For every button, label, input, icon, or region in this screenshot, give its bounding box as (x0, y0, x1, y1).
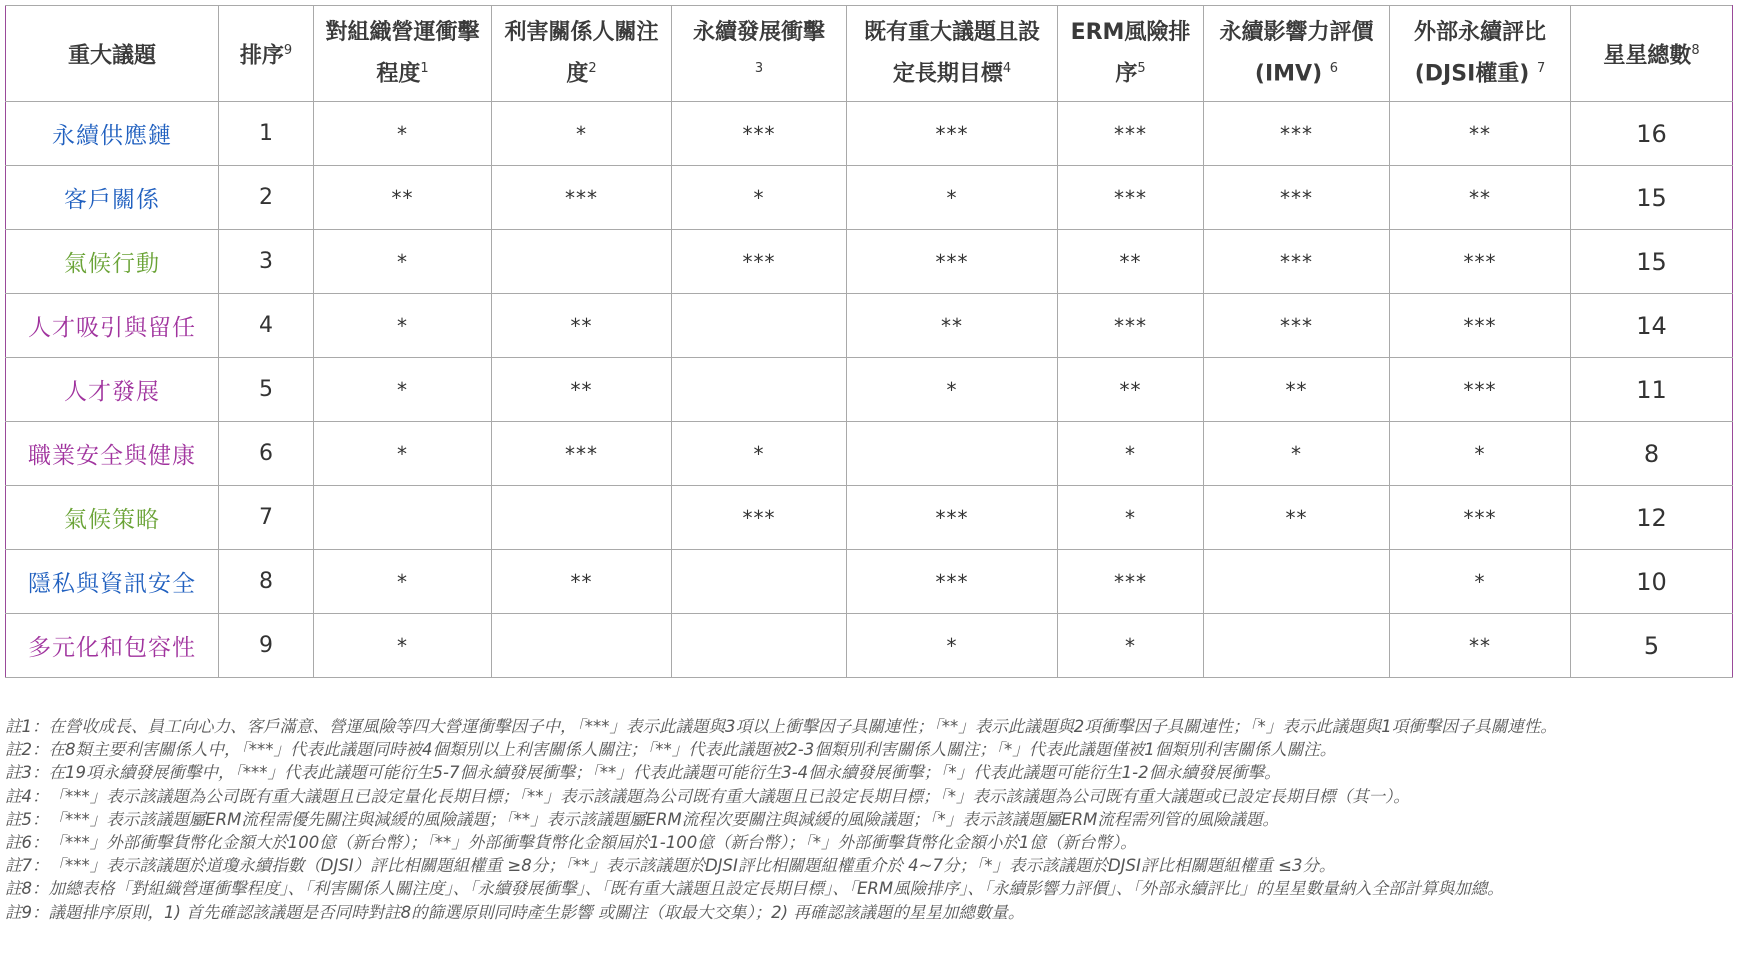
table-row (6, 486, 1733, 550)
star-total-cell: 15 (1571, 166, 1733, 230)
existing-topic-target-cell: *** (847, 486, 1058, 550)
existing-topic-target-cell: *** (847, 550, 1058, 614)
rank-cell: 2 (219, 166, 314, 230)
erm-rank-cell: * (1058, 422, 1204, 486)
topic-cell: 永續供應鏈 (6, 102, 219, 166)
erm-rank-cell: *** (1058, 294, 1204, 358)
djsi-cell: *** (1390, 294, 1571, 358)
table-row (6, 358, 1733, 422)
djsi-cell: *** (1390, 486, 1571, 550)
imv-cell: ** (1204, 358, 1390, 422)
table-row (6, 230, 1733, 294)
sustainability-impact-cell: *** (672, 486, 847, 550)
erm-rank-cell: * (1058, 486, 1204, 550)
stakeholder-concern-cell: ** (492, 294, 672, 358)
footnote-label: 註3： (5, 763, 49, 783)
footnote-label: 註5： (5, 809, 49, 829)
sustainability-impact-cell (672, 614, 847, 678)
sustainability-impact-cell (672, 294, 847, 358)
topic-cell: 氣候行動 (6, 230, 219, 294)
footnote (5, 877, 1732, 900)
erm-rank-cell: ** (1058, 358, 1204, 422)
sustainability-impact-cell: *** (672, 230, 847, 294)
imv-cell: ** (1204, 486, 1390, 550)
djsi-cell: ** (1390, 102, 1571, 166)
erm-rank-cell: *** (1058, 550, 1204, 614)
footnote (5, 831, 1732, 854)
operational-impact-cell: * (314, 102, 492, 166)
rank-cell: 7 (219, 486, 314, 550)
djsi-cell: ** (1390, 166, 1571, 230)
table-row (6, 102, 1733, 166)
footnote-text: 「***」表示該議題屬ERM流程需優先關注與減緩的風險議題；「**」表示該議題屬ERM流程次要關注與減緩的風險議題；「*」表示該議題屬ERM流程需列管的風險議題。 (48, 809, 1279, 829)
footnote (5, 715, 1732, 738)
imv-cell: *** (1204, 102, 1390, 166)
topic-cell: 客戶關係 (6, 166, 219, 230)
imv-cell: *** (1204, 294, 1390, 358)
operational-impact-cell (314, 486, 492, 550)
erm-rank-cell: *** (1058, 102, 1204, 166)
sustainability-impact-cell: *** (672, 102, 847, 166)
sustainability-impact-cell (672, 358, 847, 422)
header-star-total: 星星總數$^8$ (1571, 6, 1733, 102)
existing-topic-target-cell: ** (847, 294, 1058, 358)
djsi-cell: *** (1390, 230, 1571, 294)
star-total-cell: 11 (1571, 358, 1733, 422)
footnote-label: 註1： (5, 717, 49, 736)
sustainability-impact-cell (672, 550, 847, 614)
topic-cell: 多元化和包容性 (6, 614, 219, 678)
header-existing-topic-target: 既有重大議題且設定長期目標$^4$ (847, 6, 1058, 102)
footnote-label: 註7： (5, 856, 49, 876)
footnotes (5, 715, 1732, 924)
stakeholder-concern-cell (492, 614, 672, 678)
star-total-cell: 8 (1571, 422, 1733, 486)
existing-topic-target-cell: * (847, 614, 1058, 678)
star-total-cell: 12 (1571, 486, 1733, 550)
star-total-cell: 16 (1571, 102, 1733, 166)
footnote-label: 註6： (5, 833, 49, 853)
existing-topic-target-cell: * (847, 166, 1058, 230)
topic-cell: 人才吸引與留任 (6, 294, 219, 358)
djsi-cell: * (1390, 422, 1571, 486)
footnote-text: 議題排序原則，1) 首先確認該議題是否同時對註8的篩選原則同時產生影響 或關注（取最大交集）；2) 再確認該議題的星星加總數量。 (48, 902, 1025, 922)
footnote-label: 註8： (5, 879, 49, 899)
table-row (6, 166, 1733, 230)
footnote (5, 808, 1732, 831)
rank-cell: 5 (219, 358, 314, 422)
erm-rank-cell: * (1058, 614, 1204, 678)
footnote-text: 「***」外部衝擊貨幣化金額大於100億（新台幣）；「**」外部衝擊貨幣化金額屆於1-100億（新台幣）；「*」外部衝擊貨幣化金額小於1億（新台幣）。 (48, 833, 1137, 853)
footnote-label: 註2： (5, 740, 49, 760)
star-total-cell: 10 (1571, 550, 1733, 614)
table-row (6, 422, 1733, 486)
stakeholder-concern-cell: * (492, 102, 672, 166)
header-imv: 永續影響力評價 (IMV) $^6$ (1204, 6, 1390, 102)
footnote (5, 761, 1732, 784)
rank-cell: 9 (219, 614, 314, 678)
stakeholder-concern-cell (492, 230, 672, 294)
rank-cell: 3 (219, 230, 314, 294)
operational-impact-cell: * (314, 358, 492, 422)
footnote-text: 加總表格「對組織營運衝擊程度」、「利害關係人關注度」、「永續發展衝擊」、「既有重大議題且設定長期目標」、「ERM風險排序」、「永續影響力評價」、「外部永續評比」的星星數量納入全部計算與加總。 (48, 879, 1504, 899)
operational-impact-cell: * (314, 294, 492, 358)
header-rank: 排序$^9$ (219, 6, 314, 102)
operational-impact-cell: ** (314, 166, 492, 230)
imv-cell: * (1204, 422, 1390, 486)
rank-cell: 8 (219, 550, 314, 614)
existing-topic-target-cell (847, 422, 1058, 486)
djsi-cell: *** (1390, 358, 1571, 422)
sustainability-impact-cell: * (672, 422, 847, 486)
imv-cell (1204, 550, 1390, 614)
topic-cell: 氣候策略 (6, 486, 219, 550)
star-total-cell: 5 (1571, 614, 1733, 678)
footnote (5, 901, 1732, 924)
header-erm-rank: ERM風險排序$^5$ (1058, 6, 1204, 102)
header-stakeholder-concern: 利害關係人關注度$^2$ (492, 6, 672, 102)
stakeholder-concern-cell: *** (492, 166, 672, 230)
operational-impact-cell: * (314, 614, 492, 678)
stakeholder-concern-cell (492, 486, 672, 550)
rank-cell: 6 (219, 422, 314, 486)
imv-cell: *** (1204, 230, 1390, 294)
footnote-text: 在營收成長、員工向心力、客戶滿意、營運風險等四大營運衝擊因子中，「***」表示此議題與3項以上衝擊因子具關連性；「**」表示此議題與2項衝擊因子具關連性；「*」表示此議題與1項衝擊因子具關連性。 (48, 717, 1557, 736)
footnote-text: 「***」表示該議題於道瓊永續指數（DJSI）評比相關題組權重 ≥8分；「**」表示該議題於DJSI評比相關題組權重介於 4~7分；「*」表示該議題於DJSI評比相關題組權重 ≤3分。 (48, 856, 1336, 876)
table-row (6, 550, 1733, 614)
footnote (5, 854, 1732, 877)
footnote-text: 「***」表示該議題為公司既有重大議題且已設定量化長期目標；「**」表示該議題為公司既有重大議題且已設定長期目標；「*」表示該議題為公司既有重大議題或已設定長期目標（其一）。 (48, 786, 1410, 806)
footnote-text: 在8類主要利害關係人中，「***」代表此議題同時被4個類別以上利害關係人關注；「**」代表此議題被2-3個類別利害關係人關注；「*」代表此議題僅被1個類別利害關係人關注。 (48, 740, 1337, 760)
operational-impact-cell: * (314, 422, 492, 486)
existing-topic-target-cell: *** (847, 230, 1058, 294)
footnote-text: 在19項永續發展衝擊中，「***」代表此議題可能衍生5-7個永續發展衝擊；「**」代表此議題可能衍生3-4個永續發展衝擊；「*」代表此議題可能衍生1-2個永續發展衝擊。 (48, 763, 1281, 783)
footnote-label: 註9： (5, 902, 49, 922)
topic-cell: 職業安全與健康 (6, 422, 219, 486)
topic-cell: 隱私與資訊安全 (6, 550, 219, 614)
djsi-cell: * (1390, 550, 1571, 614)
topic-cell: 人才發展 (6, 358, 219, 422)
operational-impact-cell: * (314, 550, 492, 614)
sustainability-impact-cell: * (672, 166, 847, 230)
rank-cell: 1 (219, 102, 314, 166)
footnote-label: 註4： (5, 786, 49, 806)
existing-topic-target-cell: *** (847, 102, 1058, 166)
imv-cell: *** (1204, 166, 1390, 230)
star-total-cell: 15 (1571, 230, 1733, 294)
djsi-cell: ** (1390, 614, 1571, 678)
erm-rank-cell: ** (1058, 230, 1204, 294)
header-row (6, 6, 1733, 102)
rank-cell: 4 (219, 294, 314, 358)
header-operational-impact: 對組織營運衝擊程度$^1$ (314, 6, 492, 102)
star-total-cell: 14 (1571, 294, 1733, 358)
stakeholder-concern-cell: ** (492, 550, 672, 614)
header-sustainability-impact: 永續發展衝擊$^3$ (672, 6, 847, 102)
footnote (5, 785, 1732, 808)
existing-topic-target-cell: * (847, 358, 1058, 422)
table-row (6, 294, 1733, 358)
imv-cell (1204, 614, 1390, 678)
stakeholder-concern-cell: ** (492, 358, 672, 422)
header-djsi: 外部永續評比(DJSI權重) $^7$ (1390, 6, 1571, 102)
footnote (5, 738, 1732, 761)
header-topic: 重大議題 (6, 6, 219, 102)
table-row (6, 614, 1733, 678)
materiality-table (5, 5, 1733, 678)
erm-rank-cell: *** (1058, 166, 1204, 230)
stakeholder-concern-cell: *** (492, 422, 672, 486)
operational-impact-cell: * (314, 230, 492, 294)
